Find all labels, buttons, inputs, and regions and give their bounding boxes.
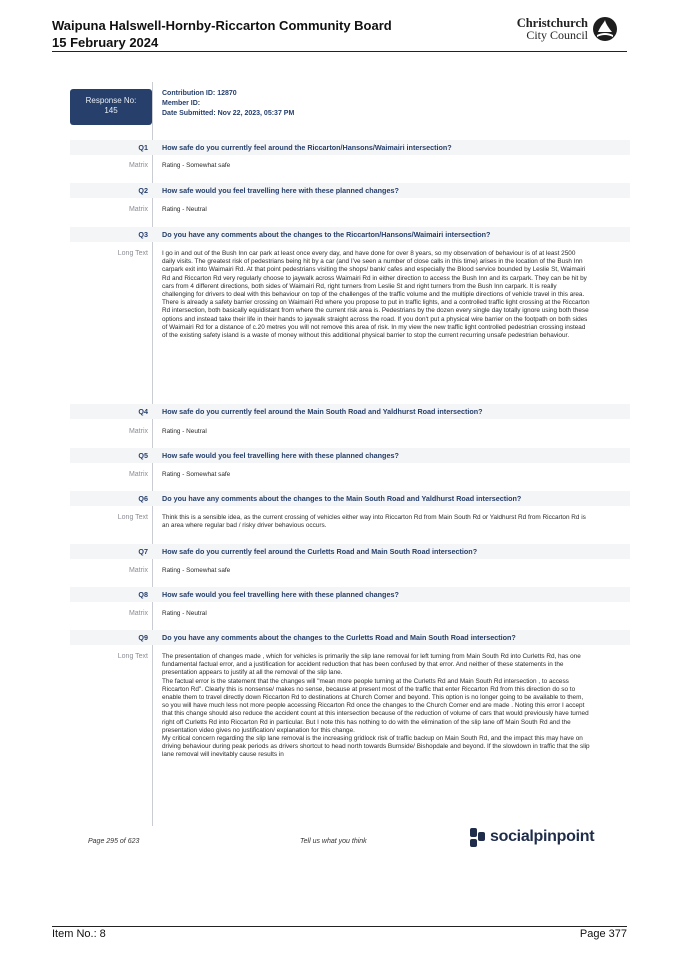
page-number: Page 377: [579, 928, 627, 940]
answer-type: Long Text: [117, 250, 148, 257]
answer-text: Rating - Neutral: [162, 206, 207, 213]
response-number: 145: [104, 106, 118, 115]
question-number: Q4: [138, 407, 148, 416]
question-number: Q5: [138, 451, 148, 460]
item-number: Item No.: 8: [52, 928, 106, 940]
socialpinpoint-logo: [470, 827, 600, 849]
council-emblem-icon: [592, 16, 618, 42]
response-meta: [162, 89, 294, 119]
member-label: Member ID:: [162, 100, 201, 107]
answer-text: Rating - Somewhat safe: [162, 471, 231, 478]
question-number: Q2: [138, 186, 148, 195]
answer-paragraph: The factual error is the statement that the changes will "mean more people turning at the Curletts Rd and Main South Rd intersection , to access Riccarton Rd". Clearly this is nonsense/ makes no sense, because at present most of the traffic that enter Riccarton Rd from this direction do so to enable them to travel directly down Riccarton Rd to destinations at Church Corner and beyond. This option is no longer going to be available to them, so you will have much less not more people accessing Riccarton Rd once the changes to the Church Corner end are made . Noting this error I accept that this change should also reduce the accident count at this intersection because of the reduction of volume of cars that would previously have turned right off Curletts Rd into Riccarton Rd in particular. But I note this has nothing to do with the elimination of the slip lane off Main South Rd and the presentation video gives no justification/ explanation for this change.: [162, 677, 589, 734]
answer-type: Matrix: [128, 471, 148, 478]
question-number: Q3: [138, 230, 148, 239]
answer-type: Long Text: [117, 653, 148, 660]
contribution-label: Contribution ID:: [162, 90, 216, 97]
question-text: Do you have any comments about the changes to the Riccarton/Hansons/Waimairi intersection?: [162, 230, 491, 239]
answer-text: Rating - Somewhat safe: [162, 567, 231, 574]
tagline: Tell us what you think: [300, 838, 367, 845]
pinpoint-mark-icon: [470, 828, 486, 848]
answer-type: Matrix: [128, 567, 148, 574]
question-text: Do you have any comments about the changes to the Curletts Road and Main South Road intersection?: [162, 633, 516, 642]
date-submitted: Nov 22, 2023, 05:37 PM: [217, 110, 295, 117]
answer-text: Rating - Neutral: [162, 428, 207, 435]
question-text: How safe would you feel travelling here with these planned changes?: [162, 590, 399, 599]
answer-type: Matrix: [128, 610, 148, 617]
question-text: How safe do you currently feel around the Curletts Road and Main South Road intersection?: [162, 547, 478, 556]
question-text: How safe do you currently feel around the Main South Road and Yaldhurst Road intersection?: [162, 407, 483, 416]
question-number: Q9: [138, 633, 148, 642]
header-rule: [52, 51, 627, 52]
answer-type: Long Text: [117, 514, 148, 521]
answer-text: Rating - Neutral: [162, 610, 207, 617]
response-label: Response No:: [85, 96, 137, 105]
answer-paragraph: The presentation of changes made , which for vehicles is primarily the slip lane removal for left turning from Main South Rd into Curletts Rd, has one fundamental factual error, and a justification for accident reduction that has been confused by that error. And neither of these statements in the presentation appears to justify at all the removal of the slip lane.: [162, 653, 581, 677]
logo-line2: City Council: [526, 28, 588, 42]
question-number: Q8: [138, 590, 148, 599]
answer-type: Matrix: [128, 428, 148, 435]
council-logo: [504, 16, 628, 46]
question-text: Do you have any comments about the changes to the Main South Road and Yaldhurst Road intersection?: [162, 494, 522, 503]
answer-type: Matrix: [128, 162, 148, 169]
question-number: Q7: [138, 547, 148, 556]
date-label: Date Submitted:: [162, 110, 216, 117]
question-text: How safe do you currently feel around the Riccarton/Hansons/Waimairi intersection?: [162, 143, 452, 152]
contribution-id: 12870: [217, 90, 237, 97]
question-number: Q6: [138, 494, 148, 503]
question-text: How safe would you feel travelling here with these planned changes?: [162, 451, 399, 460]
logo-line1: Christchurch: [516, 16, 588, 30]
question-number: Q1: [138, 143, 148, 152]
inner-page-count: Page 295 of 623: [88, 838, 140, 845]
document-header: [52, 17, 392, 51]
answer-text: [162, 653, 590, 760]
meeting-date: 15 February 2024: [52, 35, 159, 50]
answer-type: Matrix: [128, 206, 148, 213]
board-name: Waipuna Halswell-Hornby-Riccarton Community Board: [52, 18, 392, 33]
response-number-box: [70, 89, 152, 125]
answer-text: Rating - Somewhat safe: [162, 162, 231, 169]
answer-paragraph: My critical concern regarding the slip lane removal is the increasing gridlock risk of traffic backup on Main South Rd, and the impact this may have on driving behaviour during peak periods as drivers shortcut to head north towards Burnside/ Bishopdale and beyond. If the slowdown in traffic that the slip lane removal will inevitably cause results in: [162, 735, 590, 759]
footer-rule: [52, 926, 627, 927]
question-text: How safe would you feel travelling here with these planned changes?: [162, 186, 399, 195]
socialpinpoint-wordmark: socialpinpoint: [490, 828, 595, 845]
answer-text: Think this is a sensible idea, as the current crossing of vehicles either way into Riccarton Rd from Main South Rd or Yaldhurst Rd from Riccarton Rd is an area where regular bad / risky driver behavious occurs.: [162, 514, 586, 530]
answer-text: I go in and out of the Bush Inn car park at least once every day, and have done for over 8 years, so my observation of behaviour is of at least 2500 daily visits. The greatest risk of pedestrians being hit by a car (and I've seen a number of close calls in this time) arises in the location of the Bush Inn carpark exit into Waimairi Rd. At that point pedestrians visiting the shops/ bank/ cafes and especially the Blood service bounded by Leslie St, Waimairi Rd and Riccarton Rd very regularly choose to jaywalk across Waimairi Rd in either direction to access the Bush Inn and its carpark. They can be hit by cars from 4 different directions, both sides of Waimairi Rd, right turners from Leslie St and right turners from the Bush Inn carpark. It is really challenging for drivers to deal with this behaviour on top of the challenges of the traffic volume and the multiple directions of vehicle travel in this area. There is already a safety barrier crossing on Waimairi Rd where you propose to put in traffic lights, and a controlled traffic light crossing at the Riccarton Rd intersection, both basically equidistant from where the current risk area is. Pedestrians by the dozen every single day totally ignore using both these options and instead take their life in their hands to jaywalk straight across the road. If you don't put a physical wire barrier on the footpath on both sides of Waimairi Rd for a distance of c.20 metres you will not remove this area of risk. In my view the new traffic light controlled pedestrian crossing instead of the existing safety island is a waste of money without this additional physical barrier to stop the current recurring unsafe pedestrian behaviour.: [162, 250, 590, 340]
